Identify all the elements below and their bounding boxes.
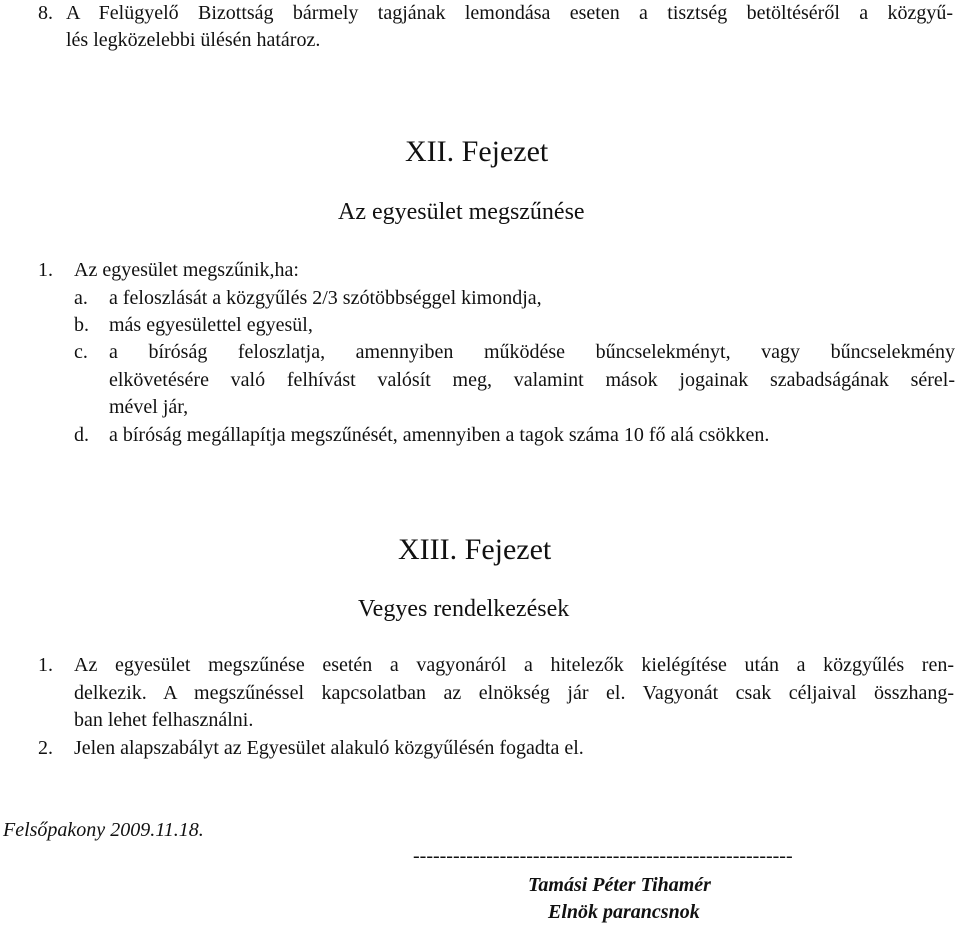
- list-item: a bíróság megállapítja megszűnését, amennyiben a tagok száma 10 fő alá csökken.: [109, 424, 770, 446]
- paragraph-line: lés legközelebbi ülésén határoz.: [66, 29, 321, 51]
- paragraph-line: Jelen alapszabályt az Egyesület alakuló közgyűlésén fogadta el.: [74, 737, 584, 759]
- list-marker: c.: [74, 341, 88, 363]
- chapter-subtitle: Vegyes rendelkezések: [358, 596, 570, 622]
- chapter-title: XII. Fejezet: [405, 135, 549, 168]
- list-item: más egyesülettel egyesül,: [109, 314, 313, 336]
- list-item: elkövetésére való felhívást valósít meg, valamint mások jogainak szabadságának sérel-: [109, 369, 955, 391]
- signatory-name: Tamási Péter Tihamér: [528, 874, 711, 896]
- list-marker: b.: [74, 314, 89, 336]
- list-item: a bíróság feloszlatja, amennyiben működése bűncselekményt, vagy bűncselekmény: [109, 341, 955, 363]
- paragraph-line: delkezik. A megszűnéssel kapcsolatban az elnökség jár el. Vagyonát csak céljaival összhang-: [74, 682, 954, 704]
- item-number: 8.: [38, 2, 53, 24]
- place-date: Felsőpakony 2009.11.18.: [3, 819, 204, 841]
- item-number: 2.: [38, 737, 53, 759]
- paragraph-line: Az egyesület megszűnése esetén a vagyonáról a hitelezők kielégítése után a közgyűlés ren-: [74, 654, 954, 676]
- signature-line: ---------------------------------------------------------: [413, 845, 793, 867]
- chapter-subtitle: Az egyesület megszűnése: [338, 199, 585, 225]
- paragraph-line: A Felügyelő Bizottság bármely tagjának lemondása eseten a tisztség betöltéséről a közgyű-: [66, 2, 953, 24]
- paragraph-line: ban lehet felhasználni.: [74, 709, 254, 731]
- list-marker: d.: [74, 424, 89, 446]
- list-item: a feloszlását a közgyűlés 2/3 szótöbbséggel kimondja,: [109, 287, 542, 309]
- list-item: mével jár,: [109, 396, 189, 418]
- item-number: 1.: [38, 259, 53, 281]
- list-marker: a.: [74, 287, 88, 309]
- item-number: 1.: [38, 654, 53, 676]
- paragraph-line: Az egyesület megszűnik,ha:: [74, 259, 299, 281]
- signatory-role: Elnök parancsnok: [548, 901, 700, 923]
- chapter-title: XIII. Fejezet: [398, 533, 552, 566]
